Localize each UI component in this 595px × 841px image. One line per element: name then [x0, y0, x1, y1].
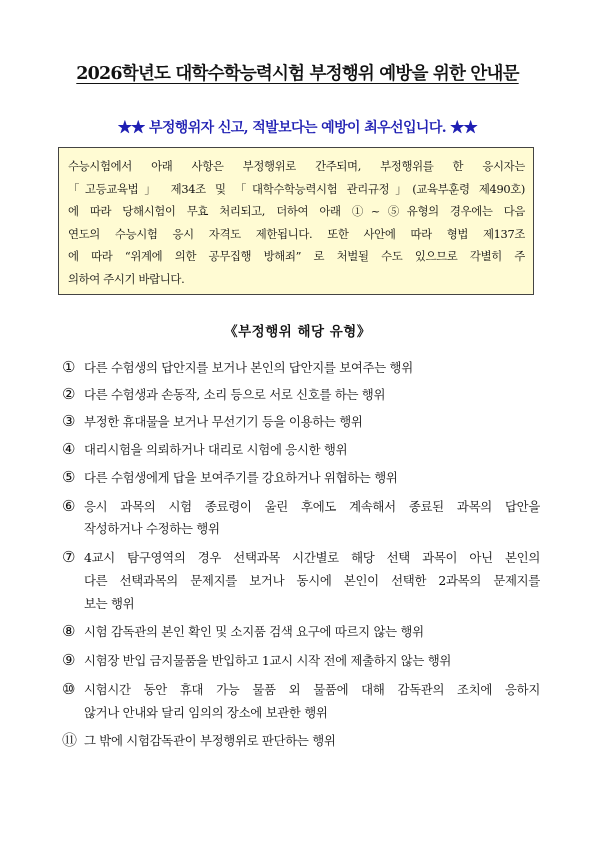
notice-line: 「고등교육법」 제34조 및 「대학수학능력시험 관리규정」(교육부훈령 제490호)	[68, 181, 525, 196]
section-heading: 《부정행위 해당 유형》	[224, 324, 371, 340]
item-line: 다른 수험생의 답안지를 보거나 본인의 답안지를 보여주는 행위	[84, 360, 413, 375]
notice-box	[58, 147, 534, 295]
item-line: 다른 선택과목의 문제지를 보거나 동시에 본인이 선택한 2과목의 문제지를	[84, 573, 540, 588]
notice-line: 에 따라 “위계에 의한 공무집행 방해죄” 로 처벌될 수도 있으므로 각별히 주	[68, 249, 525, 263]
item-number: ⑧	[62, 622, 76, 640]
item-line: 대리시험을 의뢰하거나 대리로 시험에 응시한 행위	[84, 442, 348, 457]
item-number: ⑪	[62, 731, 77, 749]
notice-line: 연도의 수능시험 응시 자격도 제한됩니다. 또한 사안에 따라 형법 제137조	[68, 226, 525, 241]
notice-line: 에 따라 당해시험이 무효 처리되고, 더하여 아래 ①~⑤유형의 경우에는 다음	[68, 204, 525, 218]
item-line: 시험시간 동안 휴대 가능 물품 외 물품에 대해 감독관의 조치에 응하지	[84, 682, 540, 697]
item-line: 다른 수험생에게 답을 보여주기를 강요하거나 위협하는 행위	[84, 470, 398, 485]
item-number: ⑩	[62, 680, 76, 698]
item-line: 시험 감독관의 본인 확인 및 소지품 검색 요구에 따르지 않는 행위	[84, 624, 424, 639]
item-line: 보는 행위	[84, 596, 135, 611]
item-number: ⑤	[62, 468, 76, 486]
notice-line: 수능시험에서 아래 사항은 부정행위로 간주되며, 부정행위를 한 응시자는	[68, 159, 525, 173]
item-line: 4교시 탐구영역의 경우 선택과목 시간별로 해당 선택 과목이 아닌 본인의	[84, 550, 540, 565]
item-line: 않거나 안내와 달리 임의의 장소에 보관한 행위	[84, 705, 328, 720]
item-line: 다른 수험생과 손동작, 소리 등으로 서로 신호를 하는 행위	[84, 387, 386, 402]
item-line: 작성하거나 수정하는 행위	[84, 521, 220, 536]
item-number: ⑨	[62, 651, 76, 669]
item-line: 그 밖에 시험감독관이 부정행위로 판단하는 행위	[84, 733, 336, 748]
subtitle-banner: ★★ 부정행위자 신고, 적발보다는 예방이 최우선입니다. ★★	[117, 120, 478, 136]
item-number: ②	[62, 385, 76, 403]
item-line: 응시 과목의 시험 종료령이 울린 후에도 계속해서 종료된 과목의 답안을	[84, 499, 540, 514]
item-line: 부정한 휴대물을 보거나 무선기기 등을 이용하는 행위	[84, 414, 363, 429]
item-number: ④	[62, 440, 76, 458]
item-number: ⑦	[62, 548, 76, 566]
item-line: 시험장 반입 금지물품을 반입하고 1교시 시작 전에 제출하지 않는 행위	[84, 653, 452, 668]
item-number: ⑥	[62, 497, 76, 515]
page-title: 2026학년도 대학수학능력시험 부정행위 예방을 위한 안내문	[76, 64, 519, 84]
item-number: ③	[62, 412, 76, 430]
item-number: ①	[62, 358, 76, 376]
notice-line: 의하여 주시기 바랍니다.	[68, 271, 185, 286]
